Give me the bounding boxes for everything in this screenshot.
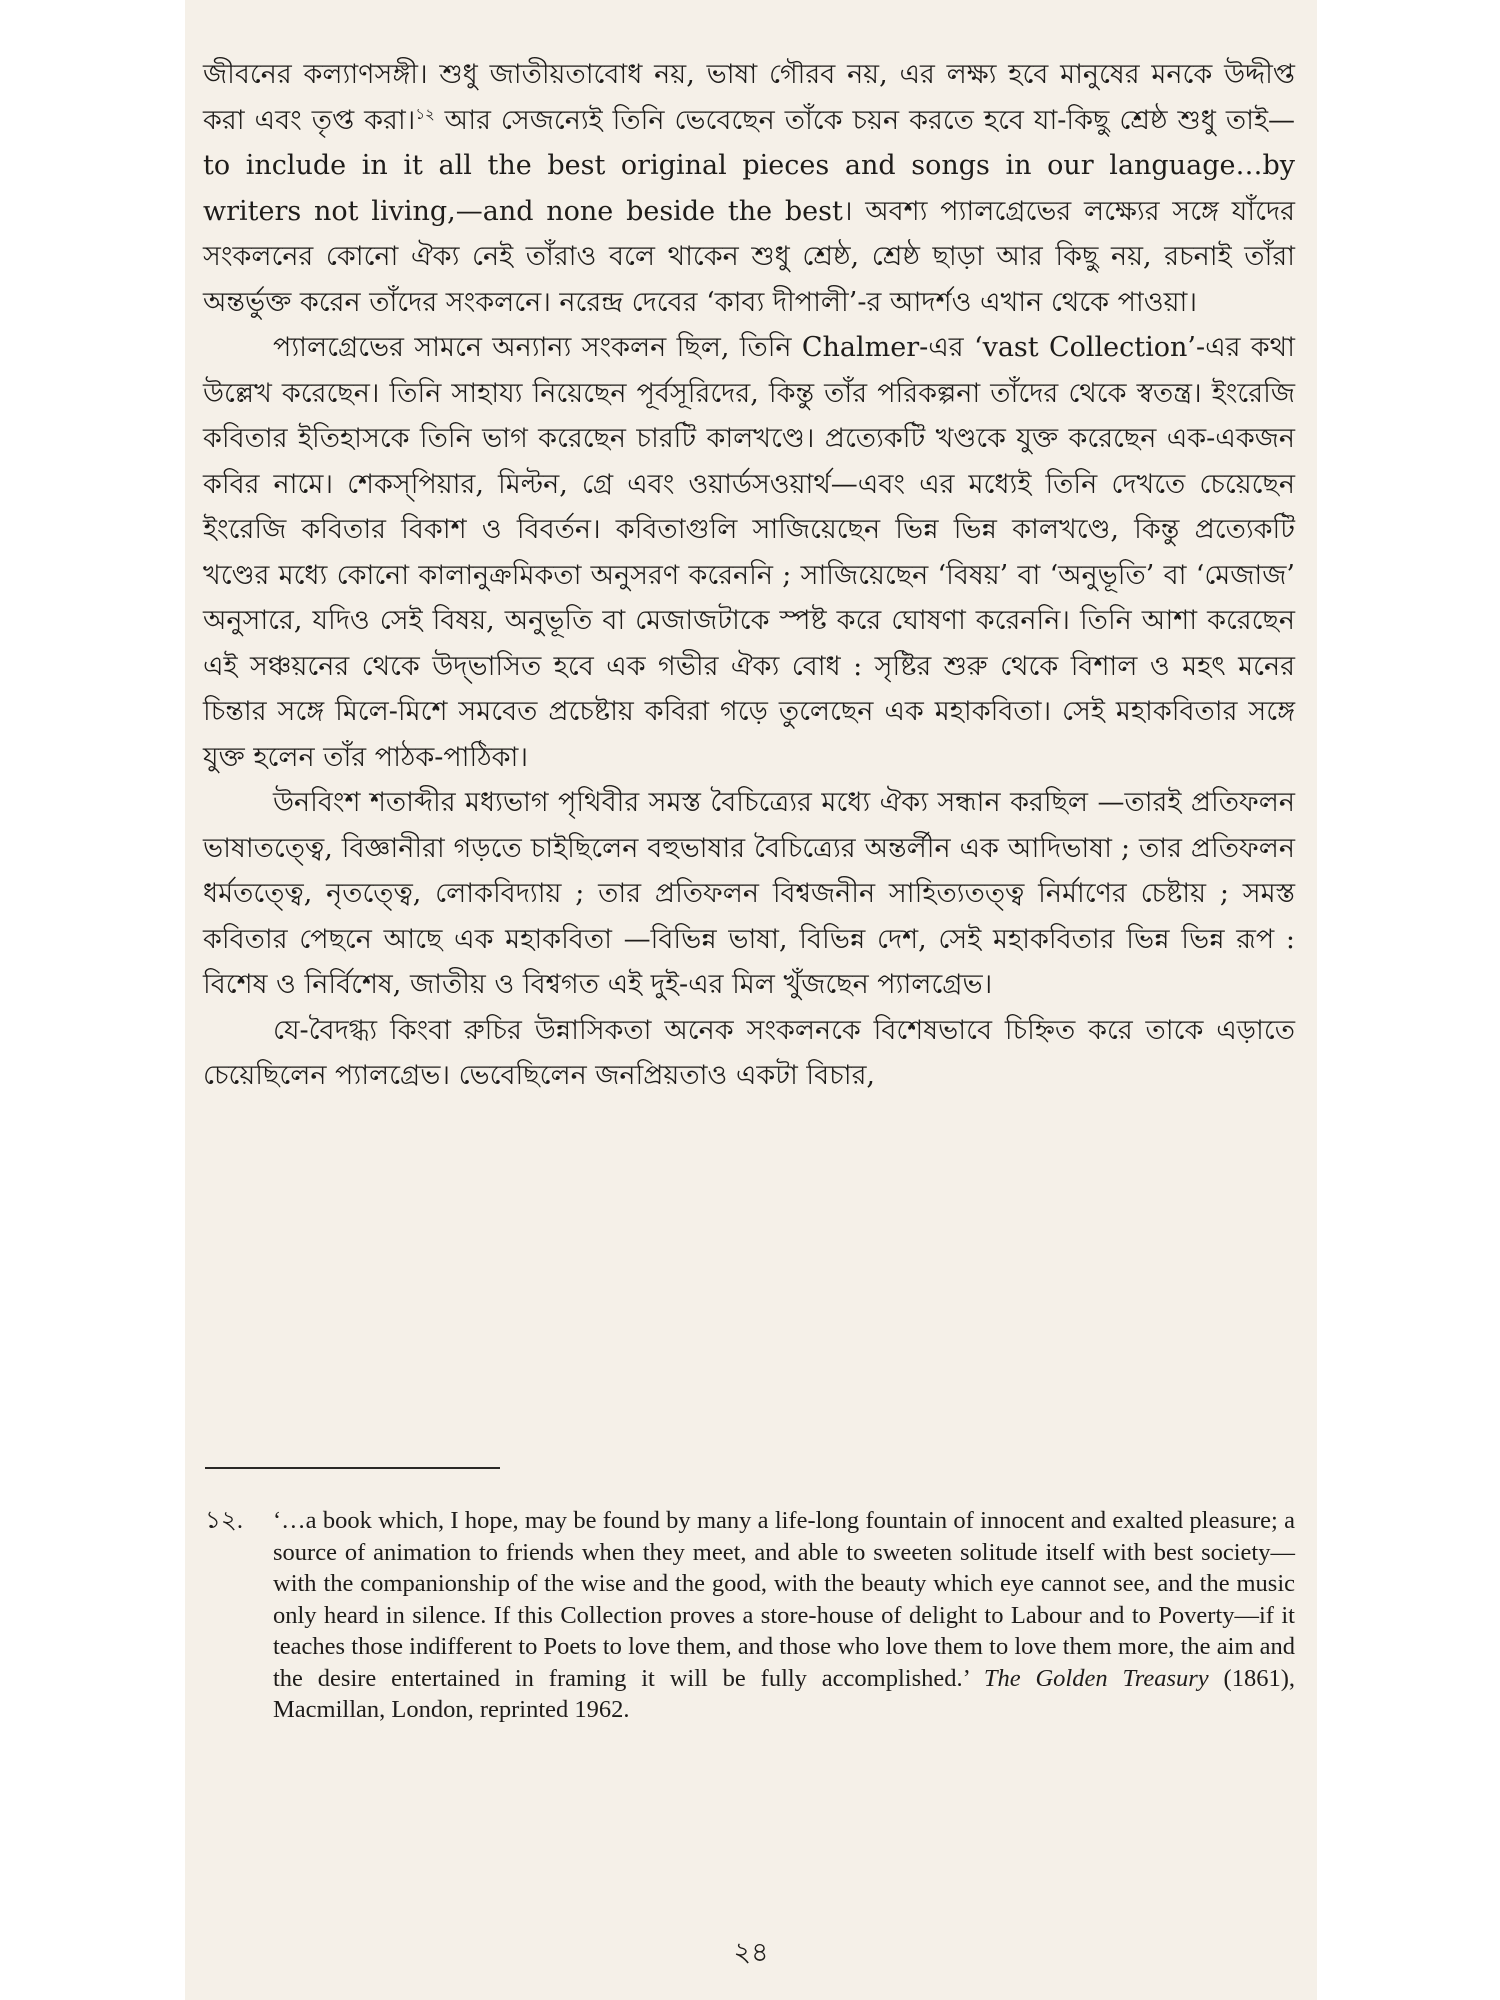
body-text (203, 52, 1295, 1099)
paragraph-1-part-2: আর সেজন্যেই তিনি ভেবেছেন তাঁকে চয়ন করতে হবে যা-কিছু শ্রেষ্ঠ শুধু তাই—to include in it all the best original pieces and songs in our language…by writers not living,—and none beside the best। অবশ্য প্যালগ্রেভের লক্ষ্যের সঙ্গে যাঁদের সংকলনের কোনো ঐক্য নেই তাঁরাও বলে থাকেন শুধু শ্রেষ্ঠ, শ্রেষ্ঠ ছাড়া আর কিছু নয়, রচনাই তাঁরা অন্তর্ভুক্ত করেন তাঁদের সংকলনে। নরেন্দ্র দেবের ‘কাব্য দীপালী’-র আদর্শও এখান থেকে পাওয়া। (203, 104, 1295, 318)
paragraph-1-part-1: জীবনের কল্যাণসঙ্গী। শুধু জাতীয়তাবোধ নয়, ভাষা গৌরব নয়, এর লক্ষ্য হবে মানুষের মনকে উদ্দীপ্ত করা এবং তৃপ্ত করা। (203, 59, 1295, 136)
footnote-number: ১২. (205, 1507, 243, 1534)
paragraph-3: উনবিংশ শতাব্দীর মধ্যভাগ পৃথিবীর সমস্ত বৈচিত্র্যের মধ্যে ঐক্য সন্ধান করছিল —তারই প্রতিফলন ভাষাতত্ত্বে, বিজ্ঞানীরা গড়তে চাইছিলেন বহুভাষার বৈচিত্র্যের অন্তর্লীন এক আদিভাষা ; তার প্রতিফলন ধর্মতত্ত্বে, নৃতত্ত্বে, লোকবিদ্যায় ; তার প্রতিফলন বিশ্বজনীন সাহিত্যতত্ত্ব নির্মাণের চেষ্টায় ; সমস্ত কবিতার পেছনে আছে এক মহাকবিতা —বিভিন্ন ভাষা, বিভিন্ন দেশ, সেই মহাকবিতার ভিন্ন ভিন্ন রূপ : বিশেষ ও নির্বিশেষ, জাতীয় ও বিশ্বগত এই দুই-এর মিল খুঁজছেন প্যালগ্রেভ। (203, 787, 1295, 1000)
paragraph-2: প্যালগ্রেভের সামনে অন্যান্য সংকলন ছিল, তিনি Chalmer-এর ‘vast Collection’-এর কথা উল্লেখ করেছেন। তিনি সাহায্য নিয়েছেন পূর্বসূরিদের, কিন্তু তাঁর পরিকল্পনা তাঁদের থেকে স্বতন্ত্র। ইংরেজি কবিতার ইতিহাসকে তিনি ভাগ করেছেন চারটি কালখণ্ডে। প্রত্যেকটি খণ্ডকে যুক্ত করেছেন এক-একজন কবির নামে। শেকস্‌পিয়ার, মিল্টন, গ্রে এবং ওয়ার্ডসওয়ার্থ—এবং এর মধ্যেই তিনি দেখতে চেয়েছেন ইংরেজি কবিতার বিকাশ ও বিবর্তন। কবিতাগুলি সাজিয়েছেন ভিন্ন ভিন্ন কালখণ্ডে, কিন্তু প্রত্যেকটি খণ্ডের মধ্যে কোনো কালানুক্রমিকতা অনুসরণ করেননি ; সাজিয়েছেন ‘বিষয়’ বা ‘অনুভূতি’ বা ‘মেজাজ’ অনুসারে, যদিও সেই বিষয়, অনুভূতি বা মেজাজটাকে স্পষ্ট করে ঘোষণা করেননি। তিনি আশা করেছেন এই সঞ্চয়নের থেকে উদ্‌ভাসিত হবে এক গভীর ঐক্য বোধ : সৃষ্টির শুরু থেকে বিশাল ও মহৎ মনের চিন্তার সঙ্গে মিলে-মিশে সমবেত প্রচেষ্টায় কবিরা গড়ে তুলেছেন এক মহাকবিতা। সেই মহাকবিতার সঙ্গে যুক্ত হলেন তাঁর পাঠক-পাঠিকা। (203, 332, 1295, 773)
footnote-citation: (1861), Macmillan, London, reprinted 1962. (273, 1664, 1295, 1723)
footnote-quote: ‘…a book which, I hope, may be found by many a life-long fountain of innocent and exalted pleasure; a source of animation to friends when they meet, and able to sweeten solitude itself with best society—with the companionship of the wise and the good, with the beauty which eye cannot see, and the music only heard in silence. If this Collection proves a store-house of delight to Labour and to Poverty—if it teaches those indifferent to Poets to love them, and those who love them to love them more, the aim and the desire entertained in framing it will be fully accomplished.’ (273, 1507, 1295, 1692)
footnote-divider (205, 1467, 500, 1469)
footnote-text (273, 1505, 1295, 1726)
paragraph-4: যে-বৈদগ্ধ্য কিংবা রুচির উন্নাসিকতা অনেক সংকলনকে বিশেষভাবে চিহ্নিত করে তাকে এড়াতে চেয়েছিলেন প্যালগ্রেভ। ভেবেছিলেন জনপ্রিয়তাও একটা বিচার, (203, 1014, 1295, 1091)
footnote (205, 1505, 1295, 1726)
footnote-book-title: The Golden Treasury (983, 1664, 1209, 1692)
footnote-reference: ১২ (415, 104, 435, 123)
page-number: ২৪ (733, 1937, 769, 1968)
paragraph-1 (203, 52, 1295, 325)
book-page (185, 0, 1317, 2000)
